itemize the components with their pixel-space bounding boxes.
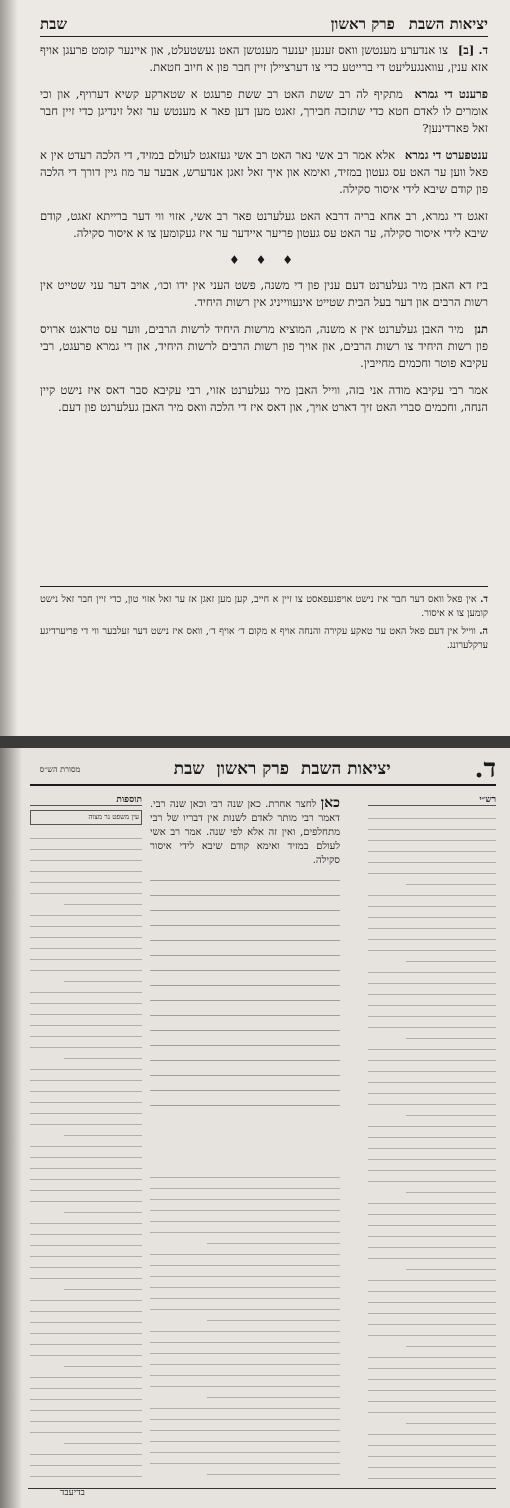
text-line	[30, 1115, 142, 1125]
text-line	[30, 1269, 142, 1279]
text-line	[150, 1289, 340, 1299]
text-line	[150, 1003, 340, 1016]
text-line	[30, 1445, 142, 1455]
text-line	[368, 1194, 496, 1204]
text-line	[30, 873, 142, 883]
text-line	[150, 1078, 340, 1091]
text-line	[368, 1172, 496, 1182]
text-line	[368, 1139, 496, 1149]
tosafot-heading: תוספות	[30, 796, 142, 806]
running-head	[40, 8, 488, 37]
text-line	[368, 1436, 496, 1446]
footnote	[40, 625, 488, 653]
text-line	[207, 1311, 340, 1321]
text-line	[150, 1267, 340, 1277]
segment-text: צו אנדערע מענטשן וואס זענען יענער מענטשן האט נעשטעלט, און איינער קומט פרעגן אויף אזא ענין, עוואנגעליעט די ברייטע כדי צו דערציילן זיין חבר פון א חיוב חטאת.	[40, 43, 488, 74]
text-line	[30, 829, 142, 839]
rashi-column	[368, 796, 496, 1486]
text-line	[30, 906, 142, 916]
segment-text: מתקיף לה רב ששת האט רב ששת פרעגט א שטארקע קשיא דערויף, און וכי אומרים לו לאדם חטא כדי שתזכה חבירך, זאגט מען דען פאר א מענטש ער זאל זינדיגן כדי זיין חבר זאל פארדינען?	[40, 87, 488, 135]
segment-label: תנן	[474, 322, 488, 336]
text-line	[30, 1247, 142, 1257]
text-line	[150, 883, 340, 896]
segment-text: אלא אמר רב אשי נאר האט רב אשי געזאגט לעולם במזיד, די הלכה רעדט אין א פאל ווען ער האט עס געטון במזיד, ואימא און איך זאל זאגן אנדערש, אבער ער מוז גיין דורך די הלכה פון קודם שיבא לידי איסור סקילה.	[40, 148, 488, 196]
daf-header	[30, 754, 496, 786]
text-line	[30, 994, 142, 1004]
text-line	[368, 1381, 496, 1391]
text-line	[368, 1227, 496, 1237]
text-line	[30, 983, 142, 993]
text-line	[64, 1126, 142, 1136]
text-line	[150, 1168, 340, 1178]
lower-commentary-lines	[150, 1168, 340, 1475]
text-line	[368, 1392, 496, 1402]
text-line	[150, 1093, 340, 1106]
daf-header-title	[174, 759, 391, 779]
segment-0	[40, 42, 488, 76]
footnote	[40, 593, 488, 621]
text-line	[30, 1456, 142, 1466]
running-head-right	[331, 15, 488, 34]
segment-label: ענטפערט די גמרא	[404, 148, 488, 162]
text-line	[207, 1234, 340, 1244]
segment-text: אמר רבי עקיבא מודה אני בזה, ווייל האבן מיר געלערנט אזוי, רבי עקיבא סבר דאס איז נישט קיין הנחה, וחכמים סברי האט זיך דארט אויך, און דאס איז די הלכה וואס מיר האבן געלערנט פון דעם.	[40, 383, 488, 414]
text-line	[30, 1181, 142, 1191]
text-line	[368, 842, 496, 852]
text-line	[368, 1062, 496, 1072]
text-line	[30, 1423, 142, 1433]
bottom-page	[0, 748, 510, 1508]
segment-label: ד. [ב]	[457, 43, 488, 57]
text-line	[150, 868, 340, 881]
text-line	[30, 1093, 142, 1103]
text-line	[368, 1040, 496, 1050]
text-line	[368, 1084, 496, 1094]
segment-text: ביז דא האבן מיר געלערנט דעם ענין פון די משנה, פשט העני אין ידו וכו׳, אויב דער עני שטייט אין רשות הרבים און דער בעל הבית שטייט אינעווייניג אין רשות היחיד.	[40, 278, 488, 309]
text-line	[30, 1401, 142, 1411]
text-line	[150, 898, 340, 911]
text-line	[30, 1324, 142, 1334]
text-line	[406, 1106, 496, 1116]
text-line	[150, 1201, 340, 1211]
text-line	[150, 1333, 340, 1343]
text-line	[30, 851, 142, 861]
text-line	[30, 939, 142, 949]
text-line	[368, 930, 496, 940]
text-line	[368, 809, 496, 819]
segment-text: מיר האבן געלערנט אין א משנה, המוציא מרשות היחיד לרשות הרבים, ווער עס טראגט ארויס פון רשות היחיד צו רשות הרבים, און אויך פון רשות הרבים לרשות היחיד, און די גמרא פרעגט, רבי עקיבא פוטר וחכמים מחייבין.	[40, 322, 488, 370]
text-line	[150, 1245, 340, 1255]
text-line	[368, 1073, 496, 1083]
footnotes	[40, 586, 488, 657]
text-line	[368, 831, 496, 841]
bottom-rule	[28, 1488, 496, 1489]
text-line	[30, 1291, 142, 1301]
text-line	[150, 1377, 340, 1387]
text-line	[368, 1304, 496, 1314]
text-line	[150, 1300, 340, 1310]
text-line	[368, 941, 496, 951]
text-line	[368, 1238, 496, 1248]
text-line	[368, 1128, 496, 1138]
gemara-opener: כאן	[320, 796, 340, 811]
text-line	[30, 1225, 142, 1235]
footnote-text: ווייל אין דעם פאל האט ער טאקע עקירה והנחה אויף א מקום ד׳ אויף ד׳, וואס איז נישט דער זעלבער ווי די פריערדיגע ערקלערונג.	[40, 626, 488, 651]
text-line	[368, 1249, 496, 1259]
text-line	[30, 1170, 142, 1180]
text-line	[30, 950, 142, 960]
text-line	[406, 1029, 496, 1039]
text-line	[64, 1049, 142, 1059]
text-line	[150, 1443, 340, 1453]
text-line	[150, 1432, 340, 1442]
top-page	[0, 0, 510, 736]
text-line	[30, 1412, 142, 1422]
text-line	[30, 1214, 142, 1224]
text-line	[30, 1038, 142, 1048]
segment-6	[40, 382, 488, 416]
text-line	[150, 928, 340, 941]
text-line	[368, 1018, 496, 1028]
lower-commentary	[150, 1168, 340, 1486]
text-line	[150, 1048, 340, 1061]
text-line	[368, 1469, 496, 1479]
text-line	[30, 1192, 142, 1202]
text-line	[368, 919, 496, 929]
gemara-lines	[150, 868, 340, 1106]
text-line	[30, 961, 142, 971]
text-line	[30, 1302, 142, 1312]
daf-chapter: פרק ראשון	[216, 759, 289, 779]
daf-number: ד.	[474, 754, 496, 784]
text-line	[64, 972, 142, 982]
text-line	[150, 1399, 340, 1409]
text-line	[30, 1236, 142, 1246]
text-line	[64, 1203, 142, 1213]
rashi-heading: רש״י	[368, 796, 496, 806]
text-line	[150, 1033, 340, 1046]
text-line	[406, 1337, 496, 1347]
text-line	[150, 1410, 340, 1420]
text-line	[30, 884, 142, 894]
text-line	[368, 1095, 496, 1105]
rashi-lines	[368, 809, 496, 1486]
text-line	[150, 1322, 340, 1332]
segment-1	[40, 86, 488, 137]
text-line	[406, 1260, 496, 1270]
text-line	[150, 988, 340, 1001]
text-line	[30, 1082, 142, 1092]
text-line	[368, 963, 496, 973]
text-line	[368, 1051, 496, 1061]
tosafot-column	[30, 796, 142, 1486]
ein-mishpat-label: עין משפט נר מצוה	[88, 813, 139, 821]
text-line	[368, 1216, 496, 1226]
text-line	[406, 1414, 496, 1424]
text-line	[30, 1335, 142, 1345]
text-line	[30, 1467, 142, 1477]
footnote-mark: ה.	[479, 626, 488, 637]
text-line	[150, 1355, 340, 1365]
text-line	[368, 864, 496, 874]
text-line	[368, 1282, 496, 1292]
text-line	[150, 973, 340, 986]
text-line	[368, 1293, 496, 1303]
text-line	[368, 1271, 496, 1281]
text-line	[406, 952, 496, 962]
text-line	[368, 974, 496, 984]
text-line	[150, 1223, 340, 1233]
text-line	[30, 1005, 142, 1015]
text-line	[30, 1313, 142, 1323]
text-line	[368, 1458, 496, 1468]
text-line	[30, 1379, 142, 1389]
text-line	[150, 1190, 340, 1200]
text-line	[368, 1007, 496, 1017]
text-line	[30, 1060, 142, 1070]
text-line	[368, 1161, 496, 1171]
text-line	[150, 943, 340, 956]
text-line	[368, 897, 496, 907]
text-line	[368, 1348, 496, 1358]
text-line	[150, 1421, 340, 1431]
segment-2	[40, 147, 488, 198]
segment-5	[40, 321, 488, 372]
text-line	[30, 1478, 142, 1486]
running-head-chapter: פרק ראשון	[330, 15, 395, 33]
segment-label: פרענט די גמרא	[414, 87, 488, 101]
text-line	[368, 1403, 496, 1413]
footnote-text: אין פאל וואס דער חבר איז נישט אויפגעפאסט צו זיין א חייב, קען מען זאגן אז ער זאל אזוי טון, כדי זיין חבר זאל נישט קומען צו א איסור.	[40, 594, 488, 619]
segment-4	[40, 277, 488, 311]
text-line	[368, 1425, 496, 1435]
catchword: בדיעבד	[60, 1488, 85, 1498]
text-line	[368, 886, 496, 896]
text-line	[64, 1357, 142, 1367]
text-line	[30, 862, 142, 872]
text-line	[150, 1366, 340, 1376]
text-line	[406, 875, 496, 885]
gemara-text	[150, 796, 340, 1156]
corner-note: מסורת הש״ס	[39, 764, 81, 774]
page-gutter-shadow	[0, 748, 22, 1508]
text-line	[368, 1326, 496, 1336]
text-line	[30, 1027, 142, 1037]
text-line	[150, 1256, 340, 1266]
text-line	[30, 1071, 142, 1081]
segment-3	[40, 208, 488, 242]
text-line	[150, 1344, 340, 1354]
text-line	[368, 853, 496, 863]
text-line	[30, 1104, 142, 1114]
text-line	[150, 913, 340, 926]
text-line	[30, 1390, 142, 1400]
running-head-title: יציאות השבת	[408, 15, 488, 33]
text-line	[406, 1183, 496, 1193]
text-line	[368, 985, 496, 995]
text-line	[64, 1434, 142, 1444]
text-line	[64, 895, 142, 905]
text-line	[30, 1148, 142, 1158]
text-line	[368, 908, 496, 918]
text-line	[30, 917, 142, 927]
text-line	[207, 1465, 340, 1475]
text-line	[30, 1159, 142, 1169]
text-line	[64, 1280, 142, 1290]
text-line	[30, 1016, 142, 1026]
text-line	[30, 1346, 142, 1356]
tosafot-lines	[30, 829, 142, 1486]
text-line	[368, 820, 496, 830]
segment-text: זאגט די גמרא, רב אחא בריה דרבא האט געלערנט פאר רב אשי, אזוי ווי דער ברייתא זאגט, קודם שיבא לידי איסור סקילה, ער האט עס געטון פריער איידער ער איז געקומען צו א איסור סקילה.	[40, 209, 488, 240]
text-line	[368, 1359, 496, 1369]
text-line	[150, 1179, 340, 1189]
page-gutter-shadow	[0, 0, 18, 736]
text-line	[368, 1370, 496, 1380]
text-line	[30, 1368, 142, 1378]
text-line	[207, 1388, 340, 1398]
text-line	[30, 928, 142, 938]
daf-title: יציאות השבת	[300, 759, 391, 779]
section-divider: ♦ ♦ ♦	[229, 253, 299, 267]
text-line	[368, 1447, 496, 1457]
ein-mishpat-box	[30, 810, 142, 825]
text-line	[150, 1454, 340, 1464]
text-line	[368, 1315, 496, 1325]
text-line	[30, 840, 142, 850]
main-column	[40, 42, 488, 426]
text-line	[368, 996, 496, 1006]
text-line	[150, 1063, 340, 1076]
text-line	[150, 958, 340, 971]
text-line	[368, 1117, 496, 1127]
footnote-mark: ד.	[480, 594, 488, 605]
text-line	[30, 1258, 142, 1268]
text-line	[150, 1212, 340, 1222]
gemara-body: לחצר אחרת. כאן שנה רבי וכאן שנה רבי. דאמר רבי מותר לאדם לשנות אין דבריו של רבי מתחלפים, ואין זה אלא לפי שנה. אמר רב אשי לעולם במזיד ואימא קודם שיבא לידי איסור סקילה.	[150, 799, 340, 866]
text-line	[368, 1205, 496, 1215]
running-head-tractate: שבת	[40, 15, 67, 33]
text-line	[368, 1150, 496, 1160]
daf-tractate: שבת	[173, 759, 205, 779]
text-line	[368, 1480, 496, 1486]
text-line	[150, 1018, 340, 1031]
text-line	[150, 1278, 340, 1288]
text-line	[30, 1137, 142, 1147]
